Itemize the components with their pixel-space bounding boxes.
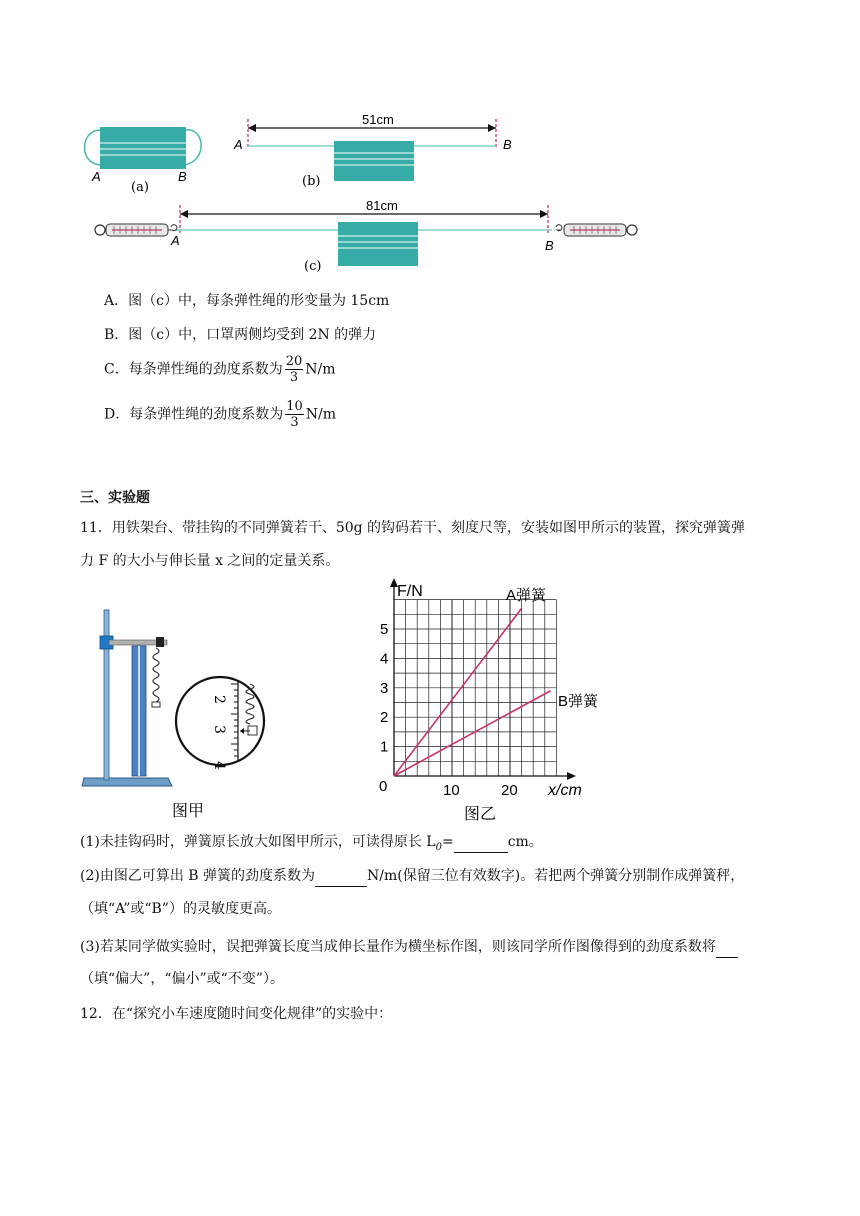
chart-origin-label: 0 [379,778,388,795]
option-d [104,399,336,430]
option-d-text: D．每条弹性绳的劲度系数为 [104,406,284,423]
figure-jia [80,600,270,830]
ruler-tick-3: 3 [211,725,227,734]
option-c-numerator: 20 [285,354,303,369]
q11-sub2-text: (2)由图乙可算出 B 弹簧的劲度系数为 [80,868,316,884]
ruler-tick-2: 2 [211,695,227,704]
option-c-denominator: 3 [289,370,299,385]
figure-jia-caption: 图甲 [172,801,205,820]
series-line-a-spring [394,608,522,776]
label-point-a-c: A [171,233,180,248]
mask-figure [80,105,640,275]
answer-blank-l0[interactable] [454,832,508,853]
chart-grid [394,600,556,776]
q11-sub1 [80,832,543,858]
y-tick-label: 4 [380,650,389,668]
option-c-text: C．每条弹性绳的劲度系数为 [104,361,283,378]
q11-line1: 11．用铁架台、带挂钩的不同弹簧若干、50g 的钩码若干、刻度尺等，安装如图甲所示的装置，探究弹簧弹 [80,520,746,536]
section-heading: 三、实验题 [80,490,150,506]
q11-sub2-text-b: N/m(保留三位有效数字)。若把两个弹簧分别制作成弹簧秤， [367,868,745,884]
mask-b-figure [248,119,496,181]
q11-sub3-line2: （填“偏大”，“偏小”或“不变”）。 [80,971,284,987]
option-d-unit: N/m [305,406,337,423]
option-d-fraction [285,399,304,430]
option-c-unit: N/m [305,361,336,378]
option-c [104,354,336,385]
option-d-numerator: 10 [286,399,303,414]
legend-b-spring: B弹簧 [558,693,599,710]
chart-xlabel: x/cm [548,782,582,799]
y-tick-label: 5 [380,621,389,638]
label-figure-a: (a) [131,180,149,195]
q11-sub2-line2: （填“A”或“B”）的灵敏度更高。 [80,901,281,917]
figure-yi-chart [360,574,600,828]
label-point-a-b: A [234,137,243,152]
chart-ylabel: F/N [397,583,423,600]
figure-yi-caption: 图乙 [464,804,497,823]
option-d-denominator: 3 [290,415,299,430]
legend-a-spring: A弹簧 [506,587,547,604]
x-tick-label: 10 [443,782,460,799]
q11-sub1-equals: = [441,834,454,850]
label-point-b: B [178,169,187,184]
label-figure-c: (c) [304,259,322,274]
q11-sub1-text: (1)未挂钩码时，弹簧原长放大如图甲所示，可读得原长 L [80,834,436,850]
q11-sub1-unit: cm。 [507,834,543,850]
length-label-b: 51cm [362,112,394,127]
q11-sub3 [80,937,738,958]
label-point-b-b: B [503,137,512,152]
option-c-fraction [285,354,304,385]
q11-sub2 [80,866,744,887]
option-a: A．图（c）中，每条弹性绳的形变量为 15cm [104,293,390,309]
label-point-a: A [92,169,101,184]
label-figure-b: (b) [302,174,321,189]
q11-sub1-subscript: 0 [435,841,442,853]
y-tick-label: 2 [380,709,389,727]
q11-sub3-text: (3)若某同学做实验时，误把弹簧长度当成伸长量作为横坐标作图，则该同学所作图像得到的劲度系数将 [80,939,716,955]
q11-line2: 力 F 的大小与伸长量 x 之间的定量关系。 [80,553,340,569]
mask-a-figure [85,127,202,169]
label-point-b-c: B [545,238,554,253]
ruler-tick-4: 4 [211,761,227,770]
y-tick-label: 3 [380,679,389,697]
answer-blank-bias[interactable] [716,937,738,958]
x-axis-arrow [567,772,576,780]
option-b: B．图（c）中，口罩两侧均受到 2N 的弹力 [104,327,377,343]
chart-axes [390,578,576,780]
x-tick-label: 20 [501,782,518,799]
q12-line1: 12．在“探究小车速度随时间变化规律”的实验中： [80,1006,393,1022]
length-label-c: 81cm [366,198,398,213]
y-tick-label: 1 [380,738,389,756]
answer-blank-k[interactable] [315,866,367,887]
